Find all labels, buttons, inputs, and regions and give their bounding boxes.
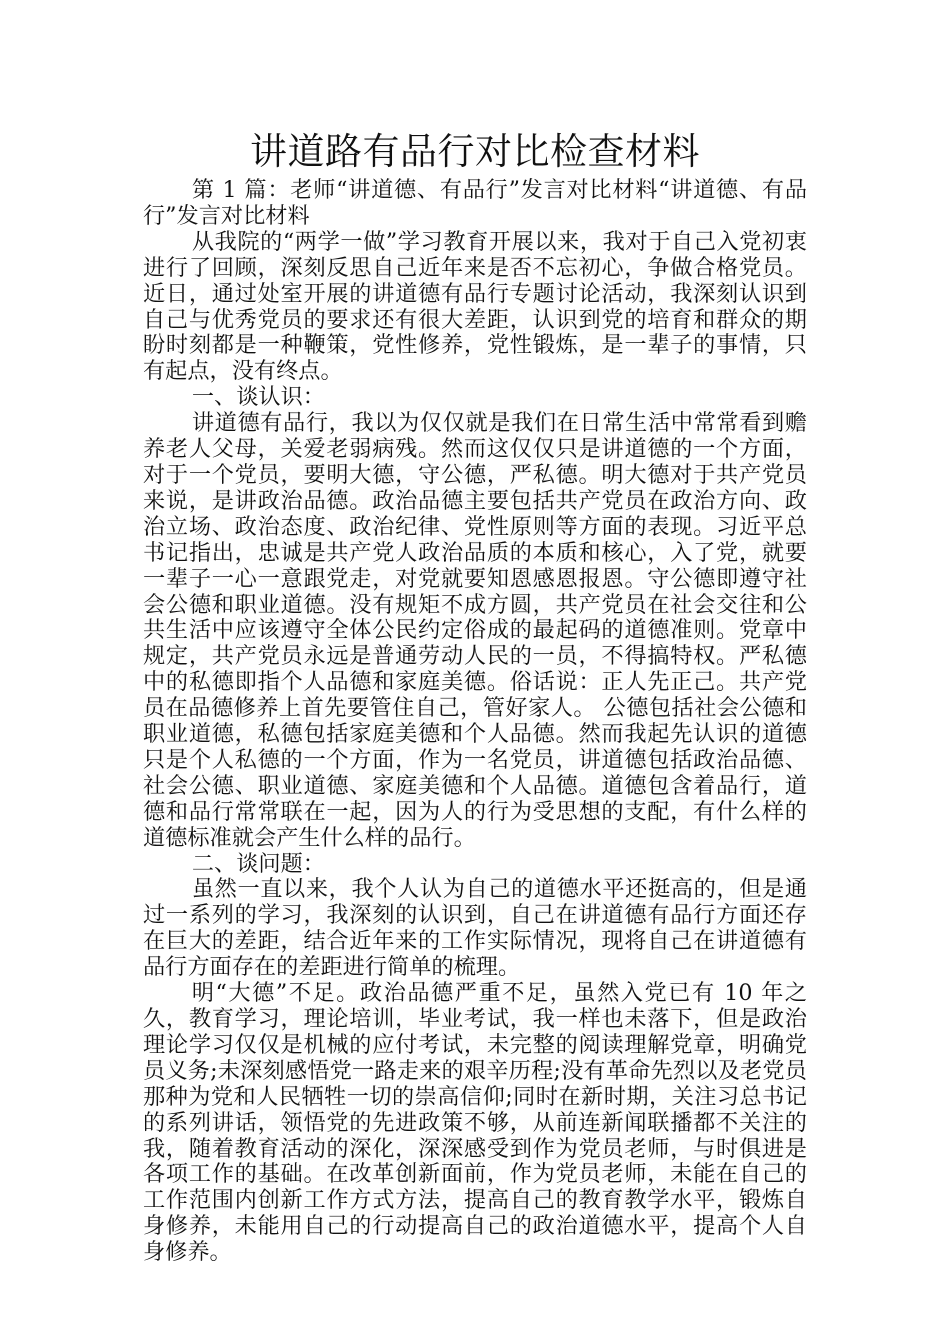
article-heading: 第 1 篇：老师“讲道德、有品行”发言对比材料“讲道德、有品行”发言对比材料: [143, 177, 807, 229]
body-paragraph: 明“大德”不足。政治品德严重不足，虽然入党已有 10 年之久，教育学习，理论培训，毕业考试，我一样也未落下，但是政治理论学习仅仅是机械的应付考试，未完整的阅读理解党章，明确党员义务;未深刻感悟党一路走来的艰辛历程;没有革命先烈以及老党员那种为党和人民牺牲一切的崇高信仰;同时在新时期，关注习总书记的系列讲话，领悟党的先进政策不够，从前连新闻联播都不关注的我，随着教育活动的深化，深深感受到作为党员老师，与时俱进是各项工作的基础。在改革创新面前，作为党员老师，未能在自己的工作范围内创新工作方式方法，提高自己的教育教学水平，锻炼自身修养，未能用自己的行动提高自己的政治道德水平，提高个人自身修养。: [143, 980, 807, 1266]
body-paragraph: 虽然一直以来，我个人认为自己的道德水平还挺高的，但是通过一系列的学习，我深刻的认识到，自己在讲道德有品行方面还存在巨大的差距，结合近年来的工作实际情况，现将自己在讲道德有品行方面存在的差距进行简单的梳理。: [143, 876, 807, 981]
body-paragraph: 从我院的“两学一做”学习教育开展以来，我对于自己入党初衷进行了回顾，深刻反思自己近年来是否不忘初心，争做合格党员。近日，通过处室开展的讲道德有品行专题讨论活动，我深刻认识到自己与优秀党员的要求还有很大差距，认识到党的培育和群众的期盼时刻都是一种鞭策，党性修养，党性锻炼，是一辈子的事情，只有起点，没有终点。: [143, 228, 807, 385]
document-page: [143, 128, 807, 1266]
section-heading: 一、谈认识：: [191, 384, 325, 411]
section-heading: 二、谈问题：: [191, 850, 325, 877]
document-title: 讲道路有品行对比检查材料: [250, 130, 700, 173]
body-paragraph: 讲道德有品行，我以为仅仅就是我们在日常生活中常常看到赡养老人父母，关爱老弱病残。然而这仅仅只是讲道德的一个方面，对于一个党员，要明大德，守公德，严私德。明大德对于共产党员来说，是讲政治品德。政治品德主要包括共产党员在政治方向、政治立场、政治态度、政治纪律、党性原则等方面的表现。习近平总书记指出，忠诚是共产党人政治品质的本质和核心，入了党，就要一辈子一心一意跟党走，对党就要知恩感恩报恩。守公德即遵守社会公德和职业道德。没有规矩不成方圆，共产党员在社会交往和公共生活中应该遵守全体公民约定俗成的最起码的道德准则。党章中规定，共产党员永远是普通劳动人民的一员，不得搞特权。严私德中的私德即指个人品德和家庭美德。俗话说：正人先正己。共产党员在品德修养上首先要管住自己，管好家人。 公德包括社会公德和职业道德，私德包括家庭美德和个人品德。然而我起先认识的道德只是个人私德的一个方面，作为一名党员，讲道德包括政治品德、社会公德、职业道德、家庭美德和个人品德。道德包含着品行，道德和品行常常联在一起，因为人的行为受思想的支配，有什么样的道德标准就会产生什么样的品行。: [143, 410, 807, 851]
